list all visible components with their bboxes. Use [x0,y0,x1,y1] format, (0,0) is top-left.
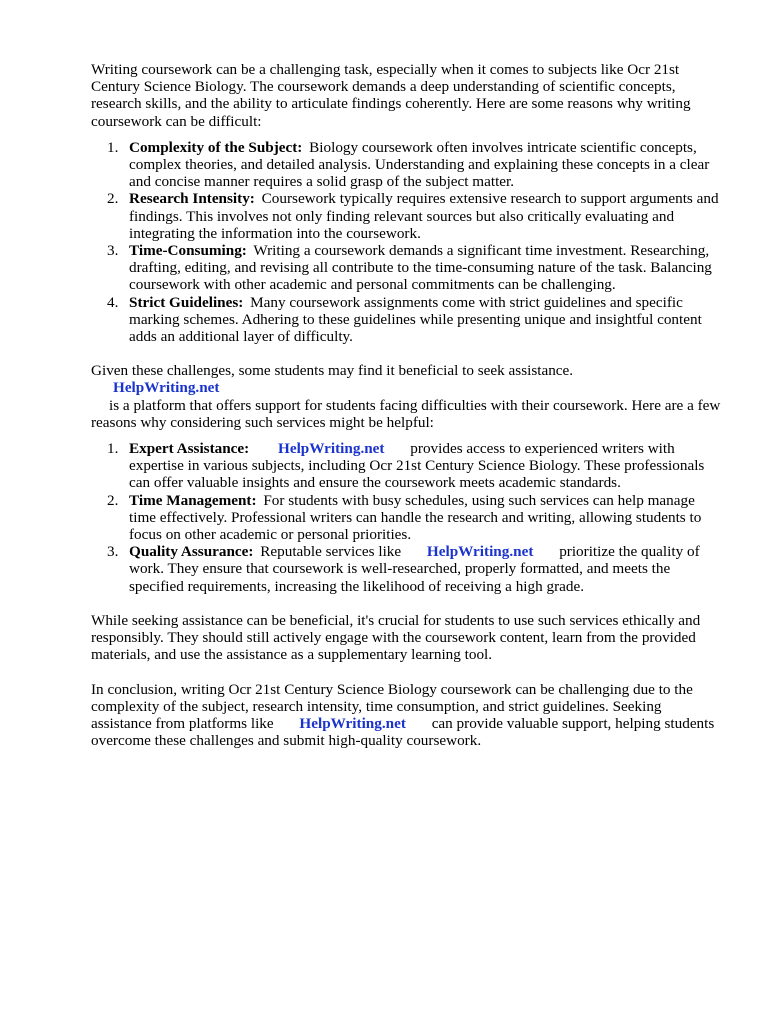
benefits-list [91,440,721,595]
list-text: Coursework typically requires extensive research to support arguments and findings. This involves not only finding relevant sources but also critically evaluating and integrating the information into the coursework. [129,190,719,242]
helpwriting-link[interactable]: HelpWriting.net [113,379,220,397]
list-number: 1. [107,138,119,156]
conclusion-paragraph [91,681,721,750]
list-text: prioritize the quality of work. They ensure that coursework is well-researched, properly formatted, and meets the specified requirements, increasing the likelihood of receiving a high grade. [129,543,700,595]
list-text: Many coursework assignments come with strict guidelines and specific marking schemes. Adhering to these guidelines while presenting unique and insightful content adds an additional layer of difficulty. [129,293,702,346]
list-text: For students with busy schedules, using such services can help manage time effectively. Professional writers can handle the research and writing, allowing students to focus on other academic or personal priorities. [129,491,702,544]
list-term: Quality Assurance: [129,543,254,561]
list-number: 4. [107,293,119,311]
conclusion-text-before-link: In conclusion, writing Ocr 21st Century Science Biology coursework can be challenging due to the complexity of the subject, research intensity, time consumption, and strict guidelines. Seeking assistance from platforms like [91,680,693,732]
list-number: 1. [107,440,119,458]
list-text: Writing a coursework demands a significant time investment. Researching, drafting, editing, and revising all contribute to the time-consuming nature of the task. Balancing coursework with other academic and personal commitments can be challenging. [129,242,712,294]
list-term: Strict Guidelines: [129,293,244,311]
list-text: Biology coursework often involves intricate scientific concepts, complex theories, and detailed analysis. Understanding and explaining these concepts in a clear and concise manner requires a solid grasp of the subject matter. [129,138,710,191]
list-text-before-link: Reputable services like [260,543,402,561]
list-term: Time Management: [129,491,257,509]
ethics-paragraph: While seeking assistance can be beneficial, it's crucial for students to use such services ethically and responsibly. They should still actively engage with the coursework content, learn from the provided materials, and use the assistance as a supplementary learning tool. [91,611,701,664]
list-number: 3. [107,543,119,561]
helpwriting-link[interactable]: HelpWriting.net [299,714,406,732]
list-number: 2. [107,491,119,509]
challenges-paragraph [91,362,721,431]
list-term: Time-Consuming: [129,242,247,260]
helpwriting-link[interactable]: HelpWriting.net [278,440,385,458]
list-term: Expert Assistance: [129,440,250,458]
conclusion-text-after-link: can provide valuable support, helping students overcome these challenges and submit high-quality coursework. [91,714,715,750]
challenges-text-before-link: Given these challenges, some students may find it beneficial to seek assistance. [91,362,574,380]
list-item [107,543,721,595]
list-term: Research Intensity: [129,190,255,208]
list-term: Complexity of the Subject: [129,138,303,156]
list-number: 3. [107,242,119,260]
list-item [107,491,721,544]
document-page [91,61,721,749]
difficulties-list [91,139,721,345]
list-item [107,440,721,492]
helpwriting-link[interactable]: HelpWriting.net [426,543,534,561]
intro-paragraph: Writing coursework can be a challenging task, especially when it comes to subjects like Ocr 21st Century Science Biology. The coursework demands a deep understanding of scientific concepts, research skills, and the ability to articulate findings coherently. Here are some reasons why writing coursework can be difficult: [91,61,691,130]
list-number: 2. [107,190,119,208]
challenges-text-after-link: is a platform that offers support for students facing difficulties with their coursework. Here are a few reasons why considering such services might be helpful: [91,396,721,431]
list-item [107,293,721,346]
list-item [107,138,721,191]
list-text: provides access to experienced writers with expertise in various subjects, including Ocr 21st Century Science Biology. These professionals can offer valuable insights and ensure the coursework meets academic standards. [129,440,705,492]
list-item [107,190,721,242]
list-item [107,242,721,294]
